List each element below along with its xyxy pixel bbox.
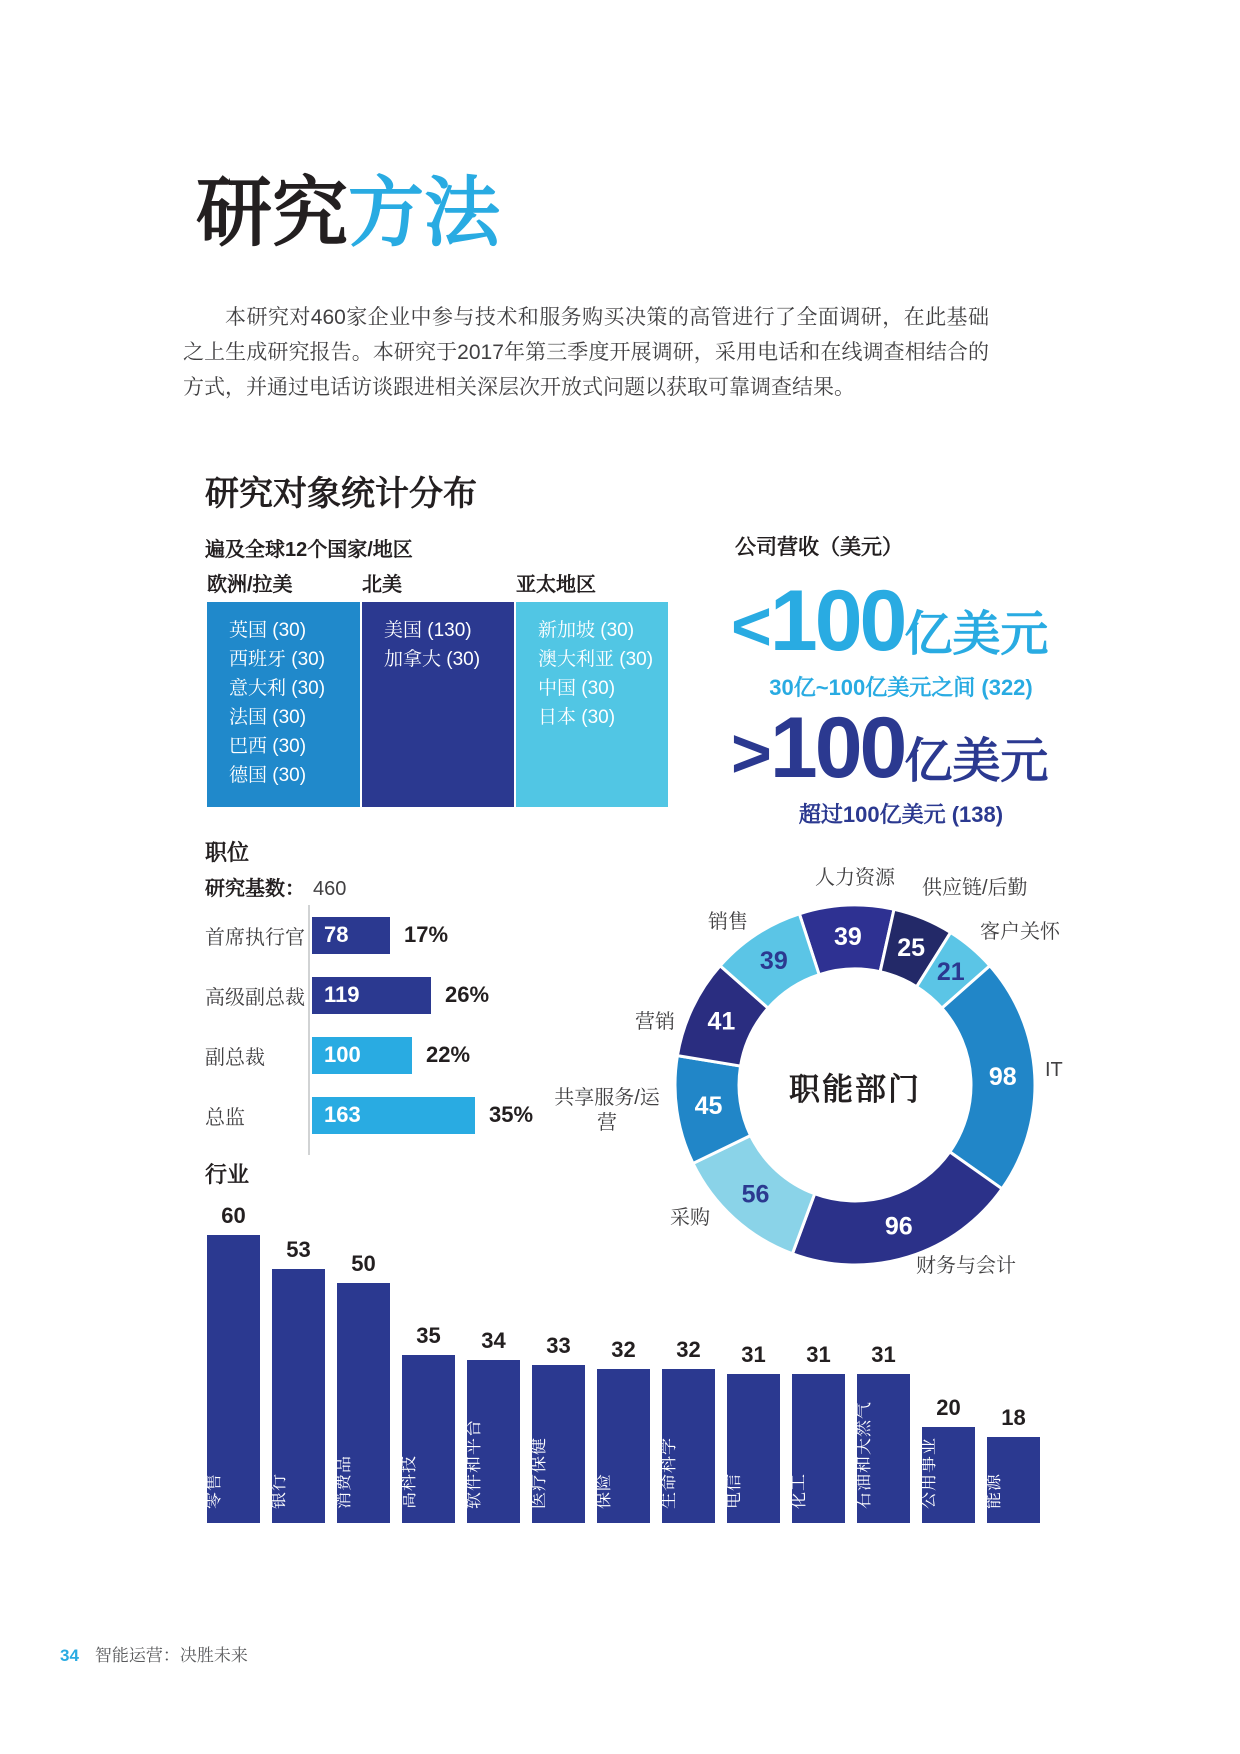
donut-value: 25: [897, 934, 926, 963]
footer-page-number: 34: [60, 1646, 79, 1665]
donut-center-label: 职能部门: [789, 1072, 921, 1107]
title-part-blue: 方法: [348, 171, 500, 256]
industry-label: 消费品: [333, 1455, 353, 1509]
positions-heading: 职位: [205, 840, 250, 865]
donut-label-sales: 销售: [708, 911, 748, 933]
donut-value: 21: [936, 958, 965, 987]
country-item: 德国 (30): [229, 765, 307, 786]
industries-heading: 行业: [205, 1162, 250, 1187]
page-title: [196, 171, 500, 256]
position-label: 总监: [205, 1106, 245, 1129]
position-percent: 17%: [404, 922, 449, 947]
industry-value: 32: [676, 1337, 701, 1362]
country-item: 澳大利亚 (30): [538, 649, 654, 670]
industry-label: 电信: [723, 1473, 743, 1509]
intro-paragraph: 本研究对460家企业中参与技术和服务购买决策的高管进行了全面调研，在此基础之上生成研究报告。本研究于2017年第三季度开展调研，采用电话和在线调查相结合的方式，并通过电话访谈跟进相关深层次开放式问题以获取可靠调查结果。: [183, 306, 989, 399]
industry-value: 53: [286, 1237, 311, 1262]
donut-label-customer-care: 客户关怀: [980, 921, 1060, 943]
position-percent: 26%: [445, 982, 490, 1007]
donut-value: 39: [834, 923, 862, 952]
donut-value: 41: [707, 1007, 736, 1036]
greater-than-sign: >: [731, 714, 770, 792]
region-header: 欧洲/拉美: [207, 574, 293, 596]
revenue-heading: 公司营收（美元）: [735, 536, 903, 559]
donut-label-marketing: 营销: [635, 1011, 675, 1033]
position-bar: 119: [312, 977, 431, 1014]
industry-bar: [333, 1283, 390, 1523]
countries-subtitle: 遍及全球12个国家/地区: [205, 539, 413, 561]
region-column: [207, 568, 362, 807]
industry-column: [203, 1203, 260, 1523]
industry-label: 石油和天然气: [853, 1401, 873, 1509]
donut-label-procurement: 采购: [670, 1207, 710, 1229]
country-item: 巴西 (30): [229, 736, 307, 757]
industry-column: [918, 1395, 975, 1523]
industry-label: 生命科学: [658, 1437, 678, 1509]
revenue-tier-under-10b: [731, 573, 1071, 702]
industry-label: 零售: [203, 1473, 223, 1509]
industry-column: [723, 1342, 780, 1523]
industry-label: 银行: [268, 1473, 288, 1509]
industry-column: [333, 1251, 390, 1523]
position-bar: 78: [312, 917, 390, 954]
industry-value: 34: [481, 1328, 506, 1353]
donut-value: 96: [884, 1212, 913, 1241]
country-item: 中国 (30): [538, 678, 616, 699]
industry-bar: [723, 1374, 780, 1523]
donut-value: 56: [741, 1180, 770, 1209]
industry-column: [853, 1342, 910, 1523]
donut-value: 45: [694, 1092, 723, 1121]
industry-bar: [203, 1235, 260, 1523]
industry-column: [398, 1323, 455, 1523]
country-item: 英国 (30): [229, 620, 307, 641]
donut-label-supply-chain: 供应链/后勤: [922, 877, 1028, 899]
industry-label: 化工: [788, 1473, 808, 1509]
country-item: 新加坡 (30): [538, 620, 635, 641]
industry-label: 软件和平台: [463, 1419, 483, 1509]
industry-label: 公用事业: [918, 1437, 938, 1509]
position-label: 高级副总裁: [205, 986, 305, 1009]
industry-label: 高科技: [398, 1455, 418, 1509]
region-box: [362, 602, 516, 807]
revenue-tier-1-big-text: <100亿美元: [731, 573, 1049, 669]
industry-column: [463, 1328, 520, 1523]
revenue-tier-1-caption: 30亿~100亿美元之间 (322): [769, 675, 1033, 700]
industry-bar: [268, 1269, 325, 1523]
country-item: 意大利 (30): [229, 678, 326, 699]
country-item: 加拿大 (30): [384, 649, 481, 670]
research-base: [205, 872, 346, 901]
industry-value: 33: [546, 1333, 571, 1358]
region-box: [207, 602, 362, 807]
industry-bar: [983, 1437, 1040, 1523]
position-bar: 100: [312, 1037, 412, 1074]
industry-column: [983, 1405, 1040, 1523]
industry-value: 32: [611, 1337, 636, 1362]
position-percent: 22%: [426, 1042, 471, 1067]
revenue-tier-over-10b: [731, 700, 1071, 829]
industry-column: [658, 1337, 715, 1523]
region-header: 北美: [362, 574, 402, 596]
industry-label: 医疗保健: [528, 1437, 548, 1509]
industry-label: 保险: [593, 1473, 613, 1509]
donut-label-finance-accounting: 财务与会计: [916, 1255, 1016, 1277]
industries-bar-chart: [203, 1195, 1040, 1523]
title-part-black: 研究: [196, 171, 348, 256]
revenue-tier-2-big-text: >100亿美元: [731, 700, 1049, 796]
donut-label-it: IT: [1045, 1059, 1063, 1081]
industry-value: 18: [1001, 1405, 1026, 1430]
country-item: 法国 (30): [229, 707, 307, 728]
country-item: 西班牙 (30): [229, 649, 326, 670]
industry-column: [528, 1333, 585, 1523]
industry-column: [788, 1342, 845, 1523]
country-item: 日本 (30): [538, 707, 616, 728]
industry-bar: [658, 1369, 715, 1523]
donut-label-hr: 人力资源: [815, 867, 895, 889]
industry-label: 能源: [983, 1473, 1003, 1509]
position-label: 副总裁: [205, 1046, 265, 1069]
research-base-label: 研究基数：: [205, 878, 305, 900]
industry-bar: [398, 1355, 455, 1523]
position-row: [205, 905, 725, 965]
industry-value: 31: [806, 1342, 831, 1367]
industry-value: 60: [221, 1203, 246, 1228]
industry-bar: [528, 1365, 585, 1523]
industry-bar: [593, 1369, 650, 1523]
country-item: 美国 (130): [384, 620, 472, 641]
position-percent: 35%: [489, 1102, 534, 1127]
industry-value: 20: [936, 1395, 961, 1420]
industry-column: [593, 1337, 650, 1523]
industry-bar: [788, 1374, 845, 1523]
industry-bar: [918, 1427, 975, 1523]
industry-value: 31: [741, 1342, 766, 1367]
region-box: [516, 602, 670, 807]
research-base-value: 460: [313, 878, 347, 900]
country-table: [207, 568, 670, 807]
page-footer: [60, 1641, 248, 1666]
donut-value: 39: [759, 947, 788, 976]
revenue-tier-2-caption: 超过100亿美元 (138): [798, 802, 1004, 827]
industry-value: 31: [871, 1342, 896, 1367]
region-column: [362, 568, 516, 807]
section-heading: 研究对象统计分布: [205, 475, 477, 513]
donut-value: 98: [988, 1062, 1017, 1091]
industry-value: 50: [351, 1251, 376, 1276]
region-header: 亚太地区: [516, 574, 596, 596]
position-label: 首席执行官: [205, 926, 305, 949]
position-bar: 163: [312, 1097, 475, 1134]
region-column: [516, 568, 670, 807]
donut-label-shared-services: 共享服务/运营: [554, 1087, 660, 1134]
less-than-sign: <: [731, 587, 770, 665]
industry-column: [268, 1237, 325, 1523]
industry-bar: [853, 1374, 910, 1523]
industry-bar: [463, 1360, 520, 1523]
footer-text: 智能运营：决胜未来: [94, 1646, 248, 1665]
industry-value: 35: [416, 1323, 441, 1348]
